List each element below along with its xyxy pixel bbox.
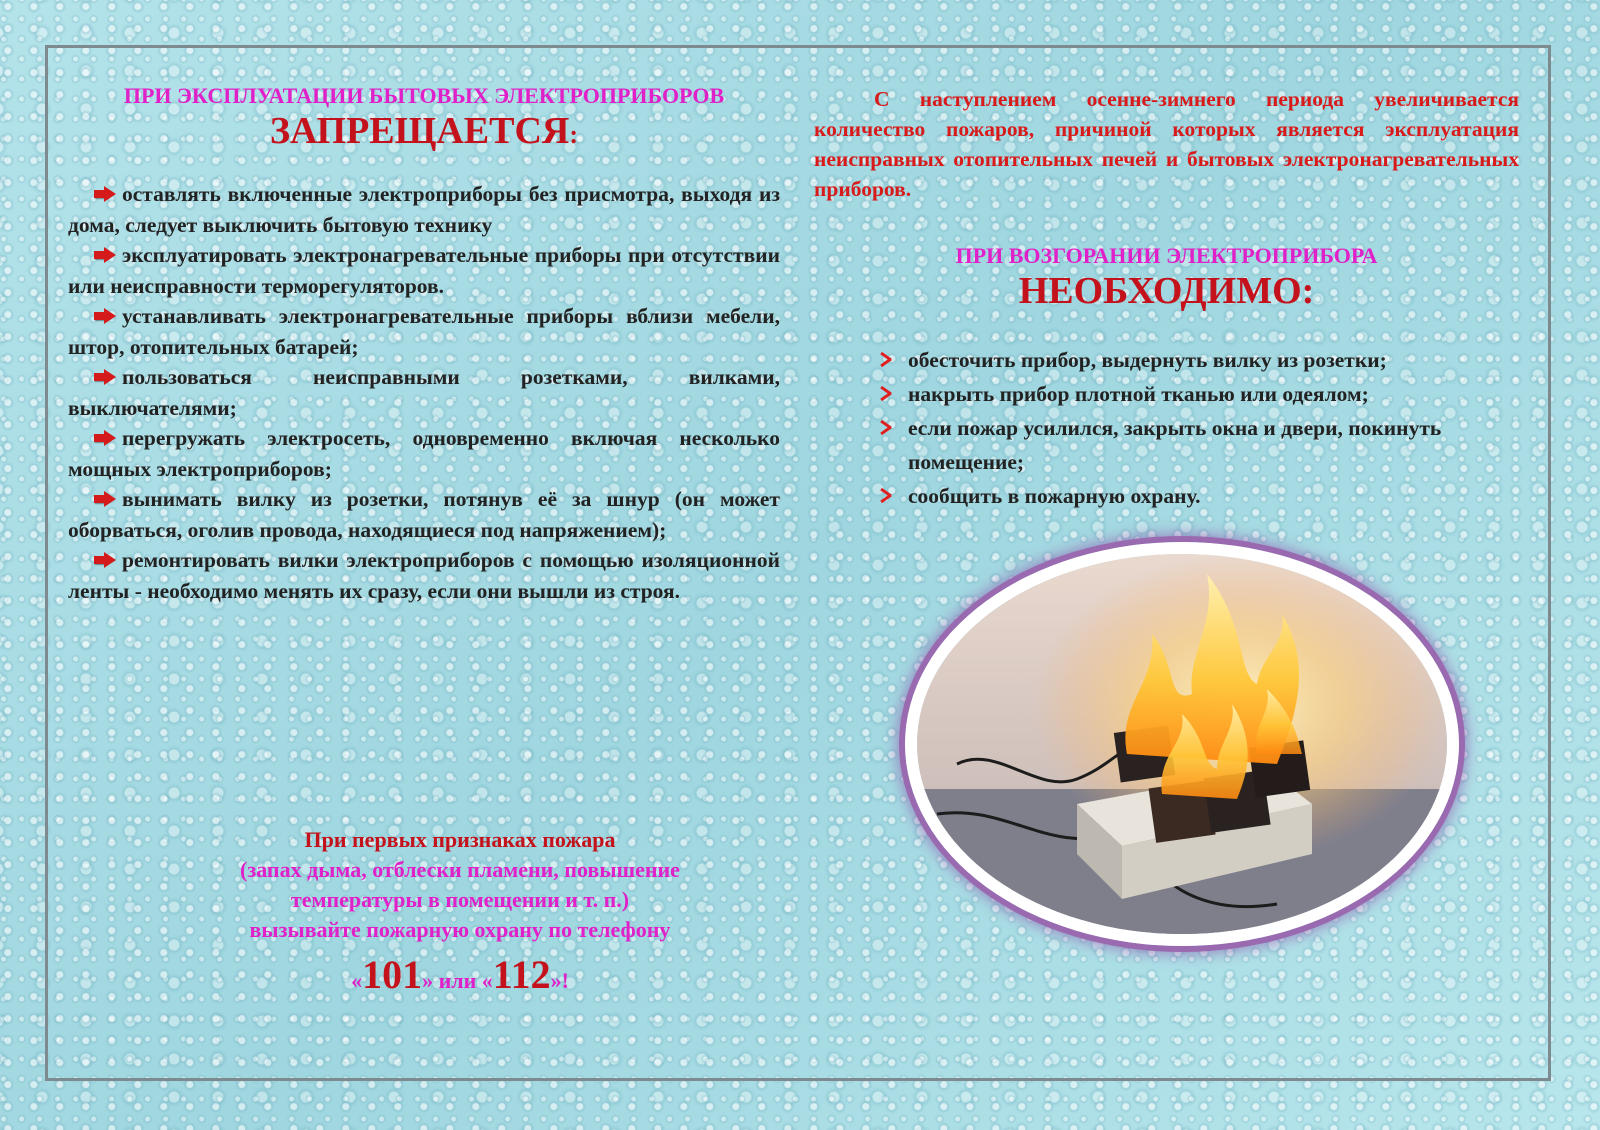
red-chevron-icon xyxy=(878,488,892,502)
forbidden-list xyxy=(68,179,780,606)
red-arrow-icon xyxy=(94,308,116,324)
required-subheading: ПРИ ВОЗГОРАНИИ ЭЛЕКТРОПРИБОРА xyxy=(955,243,1378,268)
list-item-text: накрыть прибор плотной тканью или одеялом; xyxy=(908,382,1369,406)
alert-line: (запах дыма, отблески пламени, повышение xyxy=(240,857,680,882)
alert-line: температуры в помещении и т. п.) xyxy=(290,887,630,912)
phone-separator: » или « xyxy=(422,968,493,993)
red-chevron-icon xyxy=(878,352,892,366)
forbidden-heading-colon: : xyxy=(569,120,579,149)
quote-open: « xyxy=(351,968,363,993)
list-item xyxy=(68,240,780,301)
red-arrow-icon xyxy=(94,430,116,446)
list-item xyxy=(878,343,1519,377)
fire-alert-block xyxy=(160,825,760,1001)
list-item-text: перегружать электросеть, одновременно включая несколько мощных электроприборов; xyxy=(68,426,780,481)
phone-numbers xyxy=(160,952,760,1001)
red-arrow-icon xyxy=(94,369,116,385)
left-column xyxy=(68,82,780,606)
forbidden-subheading: ПРИ ЭКСПЛУАТАЦИИ БЫТОВЫХ ЭЛЕКТРОПРИБОРОВ xyxy=(123,83,725,108)
burning-power-strip-photo xyxy=(905,542,1459,946)
list-item xyxy=(68,484,780,545)
list-item-text: эксплуатировать электронагревательные приборы при отсутствии или неисправности терморегуляторов. xyxy=(68,243,780,298)
red-chevron-icon xyxy=(878,420,892,434)
quote-close: »! xyxy=(550,968,569,993)
list-item-text: если пожар усилился, закрыть окна и двери, покинуть помещение; xyxy=(908,416,1442,474)
list-item-text: сообщить в пожарную охрану. xyxy=(908,484,1201,508)
right-column xyxy=(814,84,1519,513)
required-list xyxy=(814,343,1519,513)
fire-illustration xyxy=(917,554,1447,934)
list-item-text: устанавливать электронагревательные приборы вблизи мебели, штор, отопительных батарей; xyxy=(68,304,780,359)
list-item xyxy=(68,545,780,606)
forbidden-heading-text: ЗАПРЕЩАЕТСЯ xyxy=(269,110,570,152)
phone-101: 101 xyxy=(362,952,423,997)
list-item xyxy=(878,411,1519,479)
list-item-text: ремонтировать вилки электроприборов с помощью изоляционной ленты - необходимо менять их сразу, если они вышли из строя. xyxy=(68,548,780,603)
list-item xyxy=(68,301,780,362)
list-item-text: оставлять включенные электроприборы без присмотра, выходя из дома, следует выключить бытовую технику xyxy=(68,182,780,237)
red-arrow-icon xyxy=(94,186,116,202)
alert-line: вызывайте пожарную охрану по телефону xyxy=(249,917,671,942)
list-item-text: вынимать вилку из розетки, потянув её за шнур (он может оборваться, оголив провода, находящиеся под напряжением); xyxy=(68,487,780,542)
list-item-text: пользоваться неисправными розетками, вилками, выключателями; xyxy=(68,365,780,420)
list-item xyxy=(68,423,780,484)
red-chevron-icon xyxy=(878,386,892,400)
red-arrow-icon xyxy=(94,491,116,507)
red-arrow-icon xyxy=(94,247,116,263)
list-item xyxy=(878,377,1519,411)
alert-title: При первых признаках пожара xyxy=(304,827,616,852)
list-item xyxy=(878,479,1519,513)
required-heading: НЕОБХОДИМО: xyxy=(1018,270,1315,312)
intro-paragraph: С наступлением осенне-зимнего периода увеличивается количество пожаров, причиной которых является эксплуатация неисправных отопительных печей и бытовых электронагревательных приборов. xyxy=(814,87,1519,201)
phone-112: 112 xyxy=(492,952,551,997)
forbidden-heading xyxy=(68,109,780,157)
list-item xyxy=(68,362,780,423)
list-item xyxy=(68,179,780,240)
list-item-text: обесточить прибор, выдернуть вилку из розетки; xyxy=(908,348,1387,372)
red-arrow-icon xyxy=(94,552,116,568)
